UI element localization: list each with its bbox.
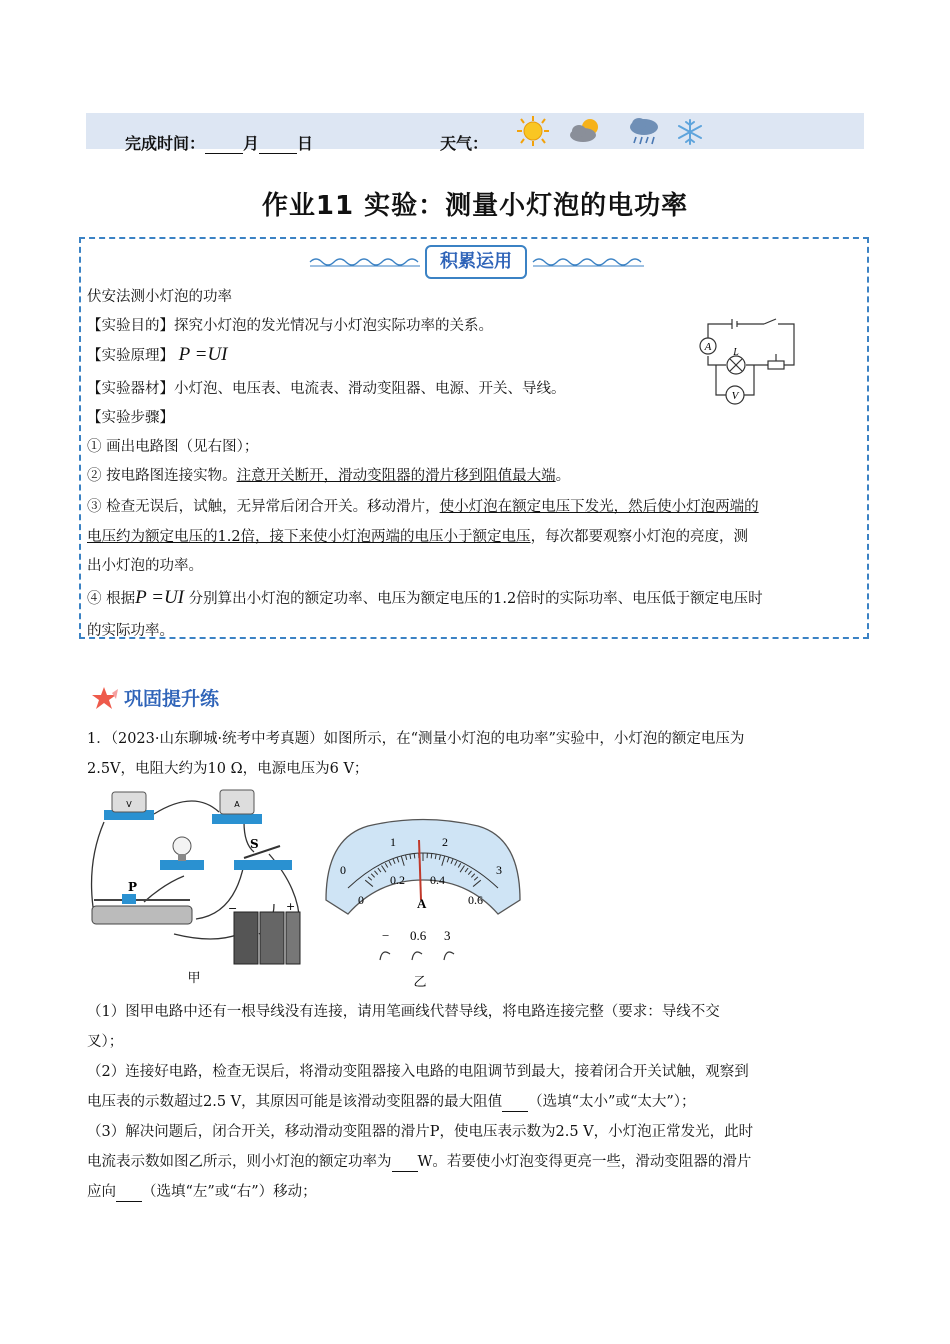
step-3: ③ 检查无误后，试触，无异常后闭合开关。移动滑片，使小灯泡在额定电压下发光，然后使小灯泡两端的	[87, 499, 759, 515]
partly-cloudy-icon	[566, 116, 606, 146]
answer-blank-3b[interactable]	[116, 1187, 142, 1202]
figure-jia-caption: 甲	[187, 971, 201, 986]
principle-equation: P =UI	[178, 344, 228, 365]
inner-tick-1: 0.2	[390, 873, 405, 887]
q1-part1-cont: 叉）；	[87, 1034, 124, 1050]
step-4-end: 的实际功率。	[87, 623, 174, 639]
star-icon	[92, 685, 120, 711]
rain-icon	[627, 116, 661, 148]
meter-unit: A	[417, 896, 427, 911]
svg-text:+: +	[286, 900, 296, 913]
outer-tick-0: 0	[340, 863, 346, 877]
svg-text:V: V	[126, 800, 132, 809]
terminal-3: 3	[444, 928, 451, 943]
purpose-line: 【实验目的】探究小灯泡的发光情况与小灯泡实际功率的关系。	[87, 318, 493, 334]
switch-device	[234, 837, 292, 870]
step-1: ① 画出电路图（见右图）；	[87, 439, 259, 455]
q1-part1: （1）图甲电路中还有一根导线没有连接，请用笔画线代替导线，将电路连接完整（要求：导线不交	[87, 1004, 720, 1020]
step-3-cont: 电压约为额定电压的1.2倍，接下来使小灯泡两端的电压小于额定电压，每次都要观察小灯泡的亮度，测	[87, 529, 749, 545]
step-2: ② 按电路图连接实物。注意开关断开，滑动变阻器的滑片移到阻值最大端。	[87, 468, 571, 484]
answer-blank-3a[interactable]	[392, 1157, 418, 1172]
rheostat-device	[92, 880, 192, 924]
figure-yi-caption: 乙	[413, 975, 427, 990]
circuit-voltmeter-label: V	[731, 390, 739, 402]
q1-part2-cont: 电压表的示数超过2.5 V，其原因可能是该滑动变阻器的最大阻值 （选填“太小”或“太大”）；	[87, 1094, 696, 1110]
ammeter-device	[212, 790, 262, 824]
svg-text:S: S	[250, 837, 259, 851]
steps-heading: 【实验步骤】	[87, 410, 174, 426]
meter-tick	[414, 854, 415, 859]
battery-device	[228, 900, 300, 964]
meter-tick	[431, 854, 432, 859]
step4-equation: P =UI	[135, 587, 184, 608]
intro-text: 伏安法测小灯泡的功率	[87, 289, 232, 305]
svg-text:P: P	[128, 880, 138, 894]
completion-time: 完成时间： 月 日	[125, 134, 314, 153]
terminal-06: 0.6	[410, 928, 427, 943]
principle-line: 【实验原理】 P =UI	[87, 344, 228, 365]
snowflake-icon	[676, 118, 704, 146]
q1-part3-end: 应向 （选填“左”或“右”）移动；	[87, 1184, 317, 1200]
figure-jia	[84, 784, 312, 990]
inner-tick-0: 0	[358, 893, 364, 907]
outer-tick-3: 3	[496, 863, 502, 877]
answer-blank-2[interactable]	[502, 1097, 528, 1112]
svg-text:A: A	[234, 800, 240, 809]
voltmeter-device	[104, 792, 154, 820]
terminal-neg: −	[382, 928, 390, 943]
materials-line: 【实验器材】小灯泡、电压表、电流表、滑动变阻器、电源、开关、导线。	[87, 381, 566, 397]
page-title: 作业11 实验：测量小灯泡的电功率	[261, 191, 689, 221]
section-title: 巩固提升练	[124, 688, 220, 710]
q1-part2: （2）连接好电路，检查无误后，将滑动变阻器接入电路的电阻调节到最大，接着闭合开关试触，观察到	[87, 1064, 749, 1080]
outer-tick-1: 1	[390, 835, 396, 849]
circuit-diagram	[696, 318, 804, 406]
svg-text:−: −	[228, 902, 238, 915]
box-badge: 积累运用	[425, 245, 527, 279]
sun-icon	[515, 114, 551, 148]
circuit-ammeter-label: A	[704, 341, 712, 353]
outer-tick-2: 2	[442, 835, 448, 849]
weather-label: 天气：	[440, 134, 489, 153]
step-3-end: 出小灯泡的功率。	[87, 558, 203, 574]
q1-part3-cont: 电流表示数如图乙所示，则小灯泡的额定功率为 W。若要使小灯泡变得更亮一些，滑动变阻器的滑片	[87, 1154, 752, 1170]
bulb-device	[160, 837, 204, 870]
q1-stem-cont: 2.5V，电阻大约为10 Ω，电源电压为6 V；	[87, 761, 369, 777]
figure-yi	[318, 818, 528, 990]
q1-stem: 1．（2023·山东聊城·统考中考真题）如图所示，在“测量小灯泡的电功率”实验中，小灯泡的额定电压为	[87, 731, 745, 747]
step-4: ④ 根据P =UI 分别算出小灯泡的额定功率、电压为额定电压的1.2倍时的实际功率、电压低于额定电压时	[87, 587, 763, 608]
inner-tick-2: 0.4	[430, 873, 445, 887]
circuit-lamp-label: L	[733, 347, 739, 358]
q1-part3: （3）解决问题后，闭合开关，移动滑动变阻器的滑片P，使电压表示数为2.5 V，小灯泡正常发光，此时	[87, 1124, 754, 1140]
inner-tick-3: 0.6	[468, 893, 483, 907]
